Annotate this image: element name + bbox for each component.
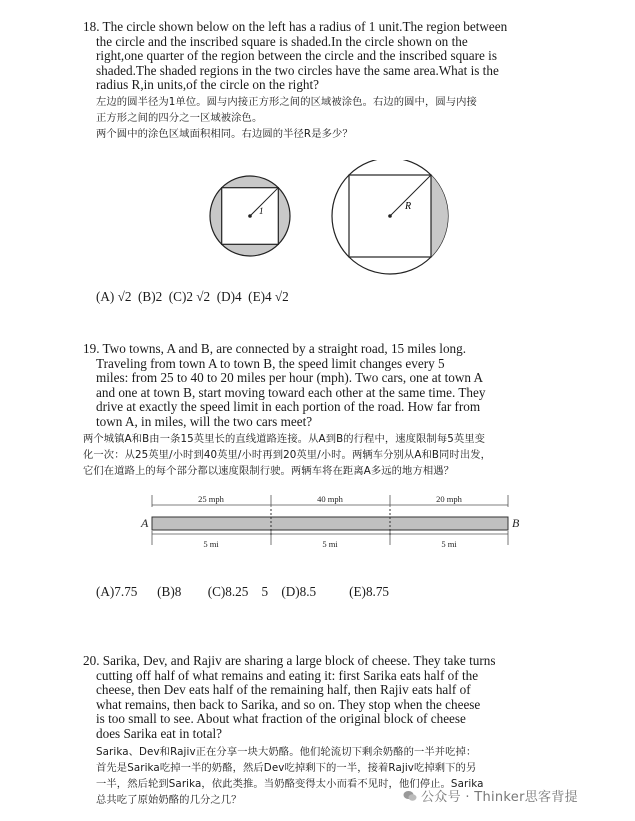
text-line: right,one quarter of the region between the circle and the inscribed square is <box>96 48 497 64</box>
speed-label-3: 20 mph <box>436 494 462 504</box>
text-line: what remains, then back to Sarika, and so on. They stop when the cheese <box>96 696 481 712</box>
q18-english-text <box>83 20 553 93</box>
right-circle-figure <box>332 160 448 274</box>
text-line: is too small to see. About what fraction of the original block of cheese <box>96 711 466 727</box>
text-line: cutting off half of what remains and eating it: first Sarika eats half of the <box>96 667 479 683</box>
speed-label-2: 40 mph <box>317 494 343 504</box>
right-radius-label: R <box>405 201 412 212</box>
text-line: 20. Sarika, Dev, and Rajiv are sharing a large block of cheese. They take turns <box>83 653 496 668</box>
q19-english-text <box>83 342 553 430</box>
question-20 <box>83 654 553 808</box>
text-line: Sarika、Dev和Rajiv正在分享一块大奶酪。他们轮流切下剩余奶酪的一半并吃掉： <box>96 745 477 758</box>
q20-english-text <box>83 654 553 742</box>
text-line: 19. Two towns, A and B, are connected by a straight road, 15 miles long. <box>83 341 467 356</box>
text-line: 首先是Sarika吃掉一半的奶酪，然后Dev吃掉剩下的一半，接着Rajiv吃掉剩下的另 <box>96 761 477 774</box>
text-line: Traveling from town A to town B, the speed limit changes every 5 <box>96 355 445 371</box>
question-18 <box>83 20 553 142</box>
text-line: drive at exactly the speed limit in each portion of the road. How far from <box>96 399 481 415</box>
speed-label-1: 25 mph <box>198 494 224 504</box>
town-a-label: A <box>141 516 149 530</box>
text-line: 化一次：从25英里/小时到40英里/小时再到20英里/小时。两辆车分别从A和B同时出发， <box>83 448 492 461</box>
text-line: town A, in miles, will the two cars meet? <box>96 413 313 429</box>
text-line: 两个圆中的涂色区域面积相同。右边圆的半径R是多少？ <box>96 127 353 140</box>
text-line: the circle and the inscribed square is shaded.In the circle shown on the <box>96 33 468 49</box>
left-circle-figure <box>210 176 290 256</box>
q19-answer-choices: (A)7.75 (B)8 (C)8.25 5 (D)8.5 (E)8.75 <box>96 584 390 599</box>
text-line: does Sarika eat in total? <box>96 725 222 741</box>
text-line: 总共吃了原始奶酪的几分之几？ <box>96 793 242 806</box>
left-radius-label: 1 <box>259 206 264 216</box>
text-line: 两个城镇A和B由一条15英里长的直线道路连接。从A到B的行程中，速度限制每5英里变 <box>83 432 486 445</box>
text-line: 左边的圆半径为1单位。圆与内接正方形之间的区域被涂色。右边的圆中，圆与内接 <box>96 95 477 108</box>
text-line: miles: from 25 to 40 to 20 miles per hour (mph). Two cars, one at town A <box>96 370 484 386</box>
distance-label-3: 5 mi <box>441 539 457 549</box>
distance-label-1: 5 mi <box>203 539 219 549</box>
text-line: 一半，然后轮到Sarika，依此类推。当奶酪变得太小而看不见时，他们停止。Sarika <box>96 777 484 790</box>
watermark-text: 公众号 · Thinker思客背提 <box>421 790 578 805</box>
text-line: radius R,in units,of the circle on the right? <box>96 77 320 93</box>
text-line: cheese, then Dev eats half of the remaining half, then Rajiv eats half of <box>96 682 471 698</box>
distance-label-2: 5 mi <box>322 539 338 549</box>
text-line: shaded.The shaded regions in the two circles have the same area.What is the <box>96 62 499 78</box>
watermark <box>403 786 578 805</box>
text-line: and one at town B, start moving toward each other at the same time. They <box>96 384 486 400</box>
q19-chinese-text <box>83 431 553 479</box>
question-19 <box>83 342 553 479</box>
text-line: 18. The circle shown below on the left has a radius of 1 unit.The region between <box>83 19 508 34</box>
q18-circles-figure <box>200 160 470 280</box>
q18-chinese-text <box>83 94 553 142</box>
text-line: 正方形之间的四分之一区域被涂色。 <box>96 111 263 124</box>
q18-answer-choices: (A) √2 (B)2 (C)2 √2 (D)4 (E)4 √2 <box>96 289 289 304</box>
text-line: 它们在道路上的每个部分都以速度限制行驶。两辆车将在距离A多远的地方相遇？ <box>83 464 455 477</box>
q19-road-diagram <box>138 492 528 554</box>
wechat-icon <box>403 790 417 802</box>
town-b-label: B <box>512 516 520 530</box>
